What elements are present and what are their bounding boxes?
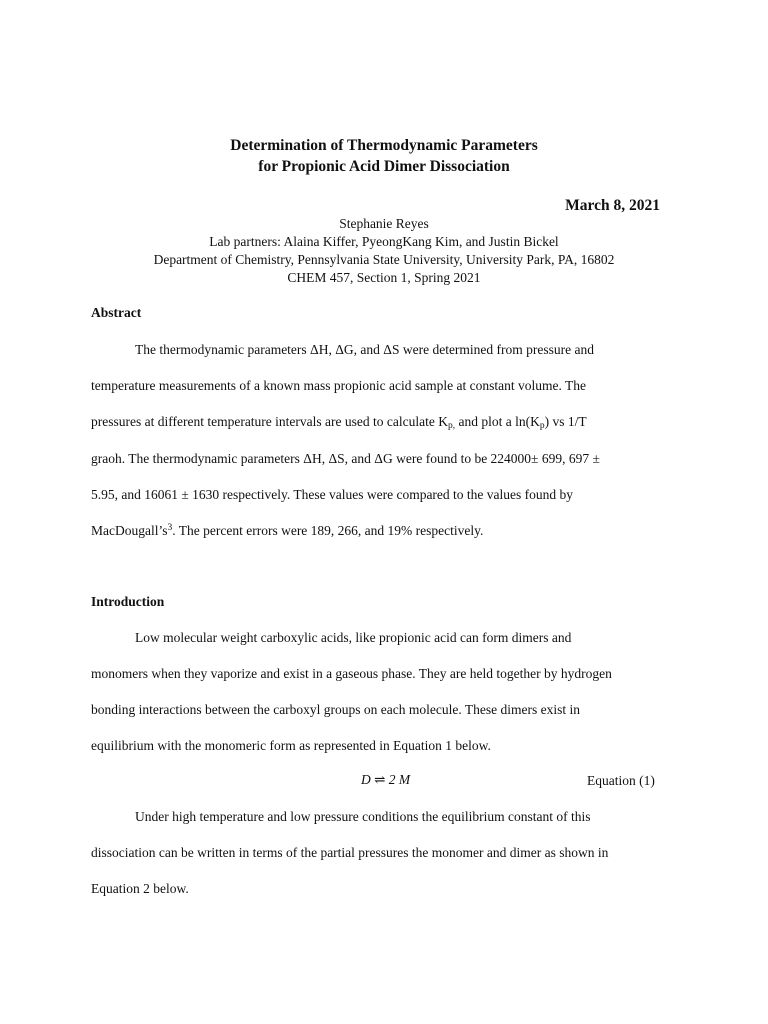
introduction-line: equilibrium with the monomeric form as represented in Equation 1 below. (91, 738, 491, 753)
abstract-text: pressures at different temperature intervals are used to calculate K (91, 414, 448, 429)
abstract-line: 5.95, and 16061 ± 1630 respectively. These values were compared to the values found by (91, 487, 574, 502)
abstract-line (91, 414, 587, 430)
lab-partners: Lab partners: Alaina Kiffer, PyeongKang Kim, and Justin Bickel (209, 234, 559, 249)
abstract-text: ) vs 1/T (544, 414, 587, 429)
introduction-line: monomers when they vaporize and exist in a gaseous phase. They are held together by hydrogen (91, 666, 612, 681)
abstract-text: . The percent errors were 189, 266, and 19% respectively. (172, 523, 484, 538)
abstract-line (91, 523, 483, 539)
introduction-line: bonding interactions between the carboxyl groups on each molecule. These dimers exist in (91, 702, 580, 717)
abstract-text: and plot a ln(K (455, 414, 540, 429)
report-date: March 8, 2021 (565, 197, 660, 214)
course-info: CHEM 457, Section 1, Spring 2021 (287, 270, 481, 285)
subscript-p: p, (447, 421, 456, 431)
abstract-heading: Abstract (91, 305, 142, 320)
abstract-text: MacDougall’s (91, 523, 168, 538)
abstract-line: graoh. The thermodynamic parameters ΔH, ΔS, and ΔG were found to be 224000± 699, 697 ± (91, 451, 600, 466)
department: Department of Chemistry, Pennsylvania State University, University Park, PA, 16802 (153, 252, 615, 267)
equation-1: D ⇌ 2 M (361, 772, 411, 787)
introduction-heading: Introduction (91, 594, 165, 609)
introduction-line: Low molecular weight carboxylic acids, like propionic acid can form dimers and (135, 630, 572, 645)
reference-superscript: 3 (167, 523, 173, 533)
introduction-line: Under high temperature and low pressure conditions the equilibrium constant of this (135, 809, 591, 824)
equation-1-label: Equation (1) (587, 773, 655, 788)
subscript-p: p (539, 421, 545, 431)
title-line-2: for Propionic Acid Dimer Dissociation (258, 158, 510, 175)
introduction-line: dissociation can be written in terms of the partial pressures the monomer and dimer as shown in (91, 845, 609, 860)
introduction-line: Equation 2 below. (91, 881, 189, 896)
abstract-line: The thermodynamic parameters ΔH, ΔG, and ΔS were determined from pressure and (135, 342, 595, 357)
title-line-1: Determination of Thermodynamic Parameters (230, 137, 538, 154)
author-name: Stephanie Reyes (339, 216, 429, 231)
abstract-line: temperature measurements of a known mass propionic acid sample at constant volume. The (91, 378, 586, 393)
